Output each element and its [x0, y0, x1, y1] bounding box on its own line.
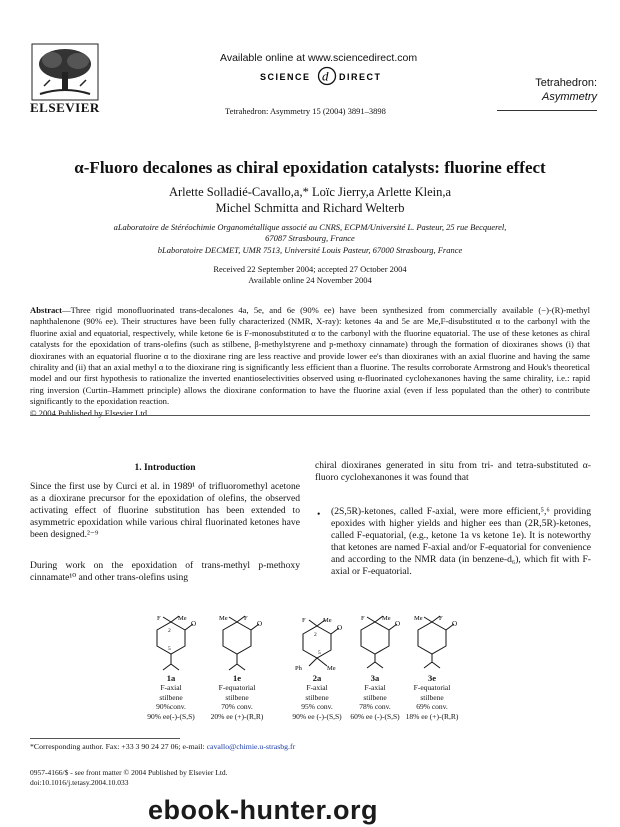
- svg-text:O: O: [395, 620, 401, 628]
- svg-text:5: 5: [318, 650, 321, 656]
- substrate: stilbene: [305, 692, 329, 702]
- sciencedirect-logo: [260, 66, 390, 86]
- section-heading: 1. Introduction: [134, 463, 196, 473]
- journal-citation: Tetrahedron: Asymmetry 15 (2004) 3891–3898: [225, 106, 386, 116]
- compound-1e: [197, 614, 277, 721]
- watermark: ebook-hunter.org: [148, 795, 378, 825]
- fluorine-orientation: F-equatorial: [218, 683, 256, 693]
- authors-line-1: Arlette Solladié-Cavallo,a,* Loïc Jierry,a Arlette Klein,a: [168, 185, 452, 199]
- conversion: 95% conv.: [301, 702, 333, 712]
- enantiomeric-excess: 90% ee(-)-(S,S): [147, 711, 195, 721]
- svg-text:Me: Me: [327, 665, 336, 672]
- compound-id: 2a: [312, 673, 322, 683]
- svg-text:Me: Me: [178, 615, 187, 622]
- right-paragraph-1: chiral dioxiranes generated in situ from tri- and tetra-substituted α-fluoro cyclohexanones it was found that: [315, 460, 591, 484]
- svg-text:Ph: Ph: [295, 665, 302, 672]
- abstract-rule: [30, 415, 590, 416]
- svg-text:O: O: [257, 620, 263, 628]
- sd-right-text: DIRECT: [339, 72, 382, 82]
- substrate: stilbene: [225, 692, 249, 702]
- svg-text:F: F: [302, 617, 306, 624]
- svg-text:2: 2: [314, 632, 317, 638]
- affiliation-b: bLaboratoire DECMET, UMR 7513, Université Louis Pasteur, 67000 Strasbourg, France: [157, 245, 463, 255]
- received-dates: Received 22 September 2004; accepted 27 October 2004: [213, 264, 407, 274]
- svg-text:Me: Me: [414, 615, 423, 622]
- bullet-marker: •: [317, 509, 321, 520]
- conversion: 70% conv.: [221, 702, 253, 712]
- available-date: Available online 24 November 2004: [248, 275, 372, 285]
- intro-paragraph-1: Since the first use by Curci et al. in 1989¹ of trifluoromethyl acetone as a dioxirane precursor for the epoxidation of olefins, the observed activating effect of fluorine substitution has been extended to asymmetric epoxidation while various chiral fluorinated ketones have been designed.²⁻⁹: [30, 481, 300, 541]
- publisher-name: ELSEVIER: [30, 100, 100, 115]
- footnote: [30, 742, 295, 751]
- journal-subtitle: Asymmetry: [542, 91, 597, 103]
- abstract: [30, 305, 590, 419]
- issn-line: 0957-4166/$ - see front matter © 2004 Published by Elsevier Ltd.: [30, 768, 228, 777]
- svg-text:5: 5: [168, 646, 171, 652]
- abstract-text: —Three rigid monofluorinated trans-decalones 4a, 5e, and 6e (90% ee) have been synthesized from commercially available (−)-(R)-methyl naphthalenone (90% ee). Their structures have been fully characterized (NMR, X-ray): ketones 4a and 5e are Me,F-disubstituted α to the carbonyl with the fluorine axial and equatorial, respectively, while ketone 6e is F-monosubstituted α to the carbonyl with the fluorine equatorial. The use of these ketones as chiral catalysts for the epoxidation of trans-olefins (such as stilbene, β-methylstyrene and p-methoxy cinnamate) through the formation of dioxiranes shows (i) that dioxiranes with an equatorial fluorine α to the dioxirane ring are less reactive and provide lower ee's than dioxiranes with an axial fluorine and having the same chirality and (ii) that an axial methyl α to the dioxirane ring is significantly less efficient than a fluorine. The results corroborate Armstrong and Houk's theoretical model and our first hypothesis to rationalize the inverted enantioselectivities observed using α-fluorinated cyclohexanones having the same chirality, i.e.: rapid ring inversion (Curtin–Hammett principle) allows the dioxirane conformation to have the fluorine axial (even if less populated than the other) to contribute significantly to the epoxidation reaction.: [30, 305, 590, 407]
- svg-text:F: F: [439, 615, 443, 622]
- conversion: 69% conv.: [416, 702, 448, 712]
- sd-left-text: SCIENCE: [260, 72, 311, 82]
- substrate: stilbene: [420, 692, 444, 702]
- svg-text:F: F: [361, 615, 365, 622]
- svg-text:F: F: [244, 615, 248, 622]
- svg-text:Me: Me: [219, 615, 228, 622]
- intro-paragraph-2: During work on the epoxidation of trans-methyl p-methoxy cinnamate¹⁰ and other trans-olefins using: [30, 560, 300, 584]
- svg-text:O: O: [452, 620, 458, 628]
- fluorine-orientation: F-axial: [306, 683, 328, 693]
- elsevier-tree-logo: [30, 42, 100, 102]
- svg-text:O: O: [191, 620, 197, 628]
- issn-block: [30, 768, 228, 788]
- compound-id: 3a: [370, 673, 380, 683]
- structure-3e: [402, 614, 462, 674]
- compound-id: 3e: [427, 673, 437, 683]
- fluorine-orientation: F-equatorial: [413, 683, 451, 693]
- compound-id: 1e: [232, 673, 242, 683]
- conversion: 90%conv.: [156, 702, 186, 712]
- enantiomeric-excess: 20% ee (+)-(R,R): [210, 711, 264, 721]
- svg-text:Me: Me: [323, 617, 332, 624]
- bullet-paragraph: (2S,5R)-ketones, called F-axial, were more efficient,⁵,⁶ providing epoxides with higher yields and higher ees than (2R,5R)-ketones, called F-equatorial, (e.g., ketone 1a vs ketone 1e). It is noteworthy that ketones are named F-axial and/or F-equatorial for convenience and according to the NMR data (in benzene-d₆), which fit with F-axial or F-equatorial.: [331, 506, 591, 578]
- article-title: α-Fluoro decalones as chiral epoxidation catalysts: fluorine effect: [74, 158, 546, 177]
- footnote-rule: [30, 738, 180, 739]
- svg-text:O: O: [337, 624, 343, 632]
- footnote-text: Corresponding author. Fax: +33 3 90 24 27 06; e-mail:: [33, 742, 207, 751]
- doi-line: doi:10.1016/j.tetasy.2004.10.033: [30, 778, 129, 787]
- enantiomeric-excess: 18% ee (+)-(R,R): [405, 711, 459, 721]
- compound-3e: [392, 614, 472, 721]
- substrate: stilbene: [159, 692, 183, 702]
- affiliation-a-line-2: 67087 Strasbourg, France: [265, 233, 355, 243]
- journal-rule: [497, 110, 597, 111]
- footnote-mark: *: [30, 742, 34, 751]
- fluorine-orientation: F-axial: [160, 683, 182, 693]
- journal-name-box: [497, 76, 597, 104]
- affiliation-a-line-1: aLaboratoire de Stéréochimie Organométallique associé au CNRS, ECPM/Université L. Pasteur, 25 rue Becquerel,: [113, 222, 507, 232]
- fluorine-orientation: F-axial: [364, 683, 386, 693]
- conversion: 78% conv.: [359, 702, 391, 712]
- svg-text:2: 2: [168, 628, 171, 634]
- email-link[interactable]: cavallo@chimie.u-strasbg.fr: [206, 742, 296, 751]
- structure-1a: [141, 614, 201, 674]
- enantiomeric-excess: 60% ee (-)-(S,S): [350, 711, 400, 721]
- enantiomeric-excess: 90% ee (-)-(S,S): [292, 711, 342, 721]
- compound-id: 1a: [166, 673, 176, 683]
- svg-text:F: F: [157, 615, 161, 622]
- abstract-label: Abstract: [30, 305, 62, 315]
- journal-name: Tetrahedron:: [535, 77, 597, 89]
- abstract-copyright: © 2004 Published by Elsevier Ltd.: [30, 407, 150, 418]
- authors-line-2: Michel Schmitta and Richard Welterb: [215, 201, 405, 215]
- svg-text:d: d: [322, 68, 329, 84]
- structure-1e: [207, 614, 267, 674]
- svg-text:Me: Me: [382, 615, 391, 622]
- substrate: stilbene: [363, 692, 387, 702]
- available-online-text: Available online at www.sciencedirect.com: [220, 52, 418, 64]
